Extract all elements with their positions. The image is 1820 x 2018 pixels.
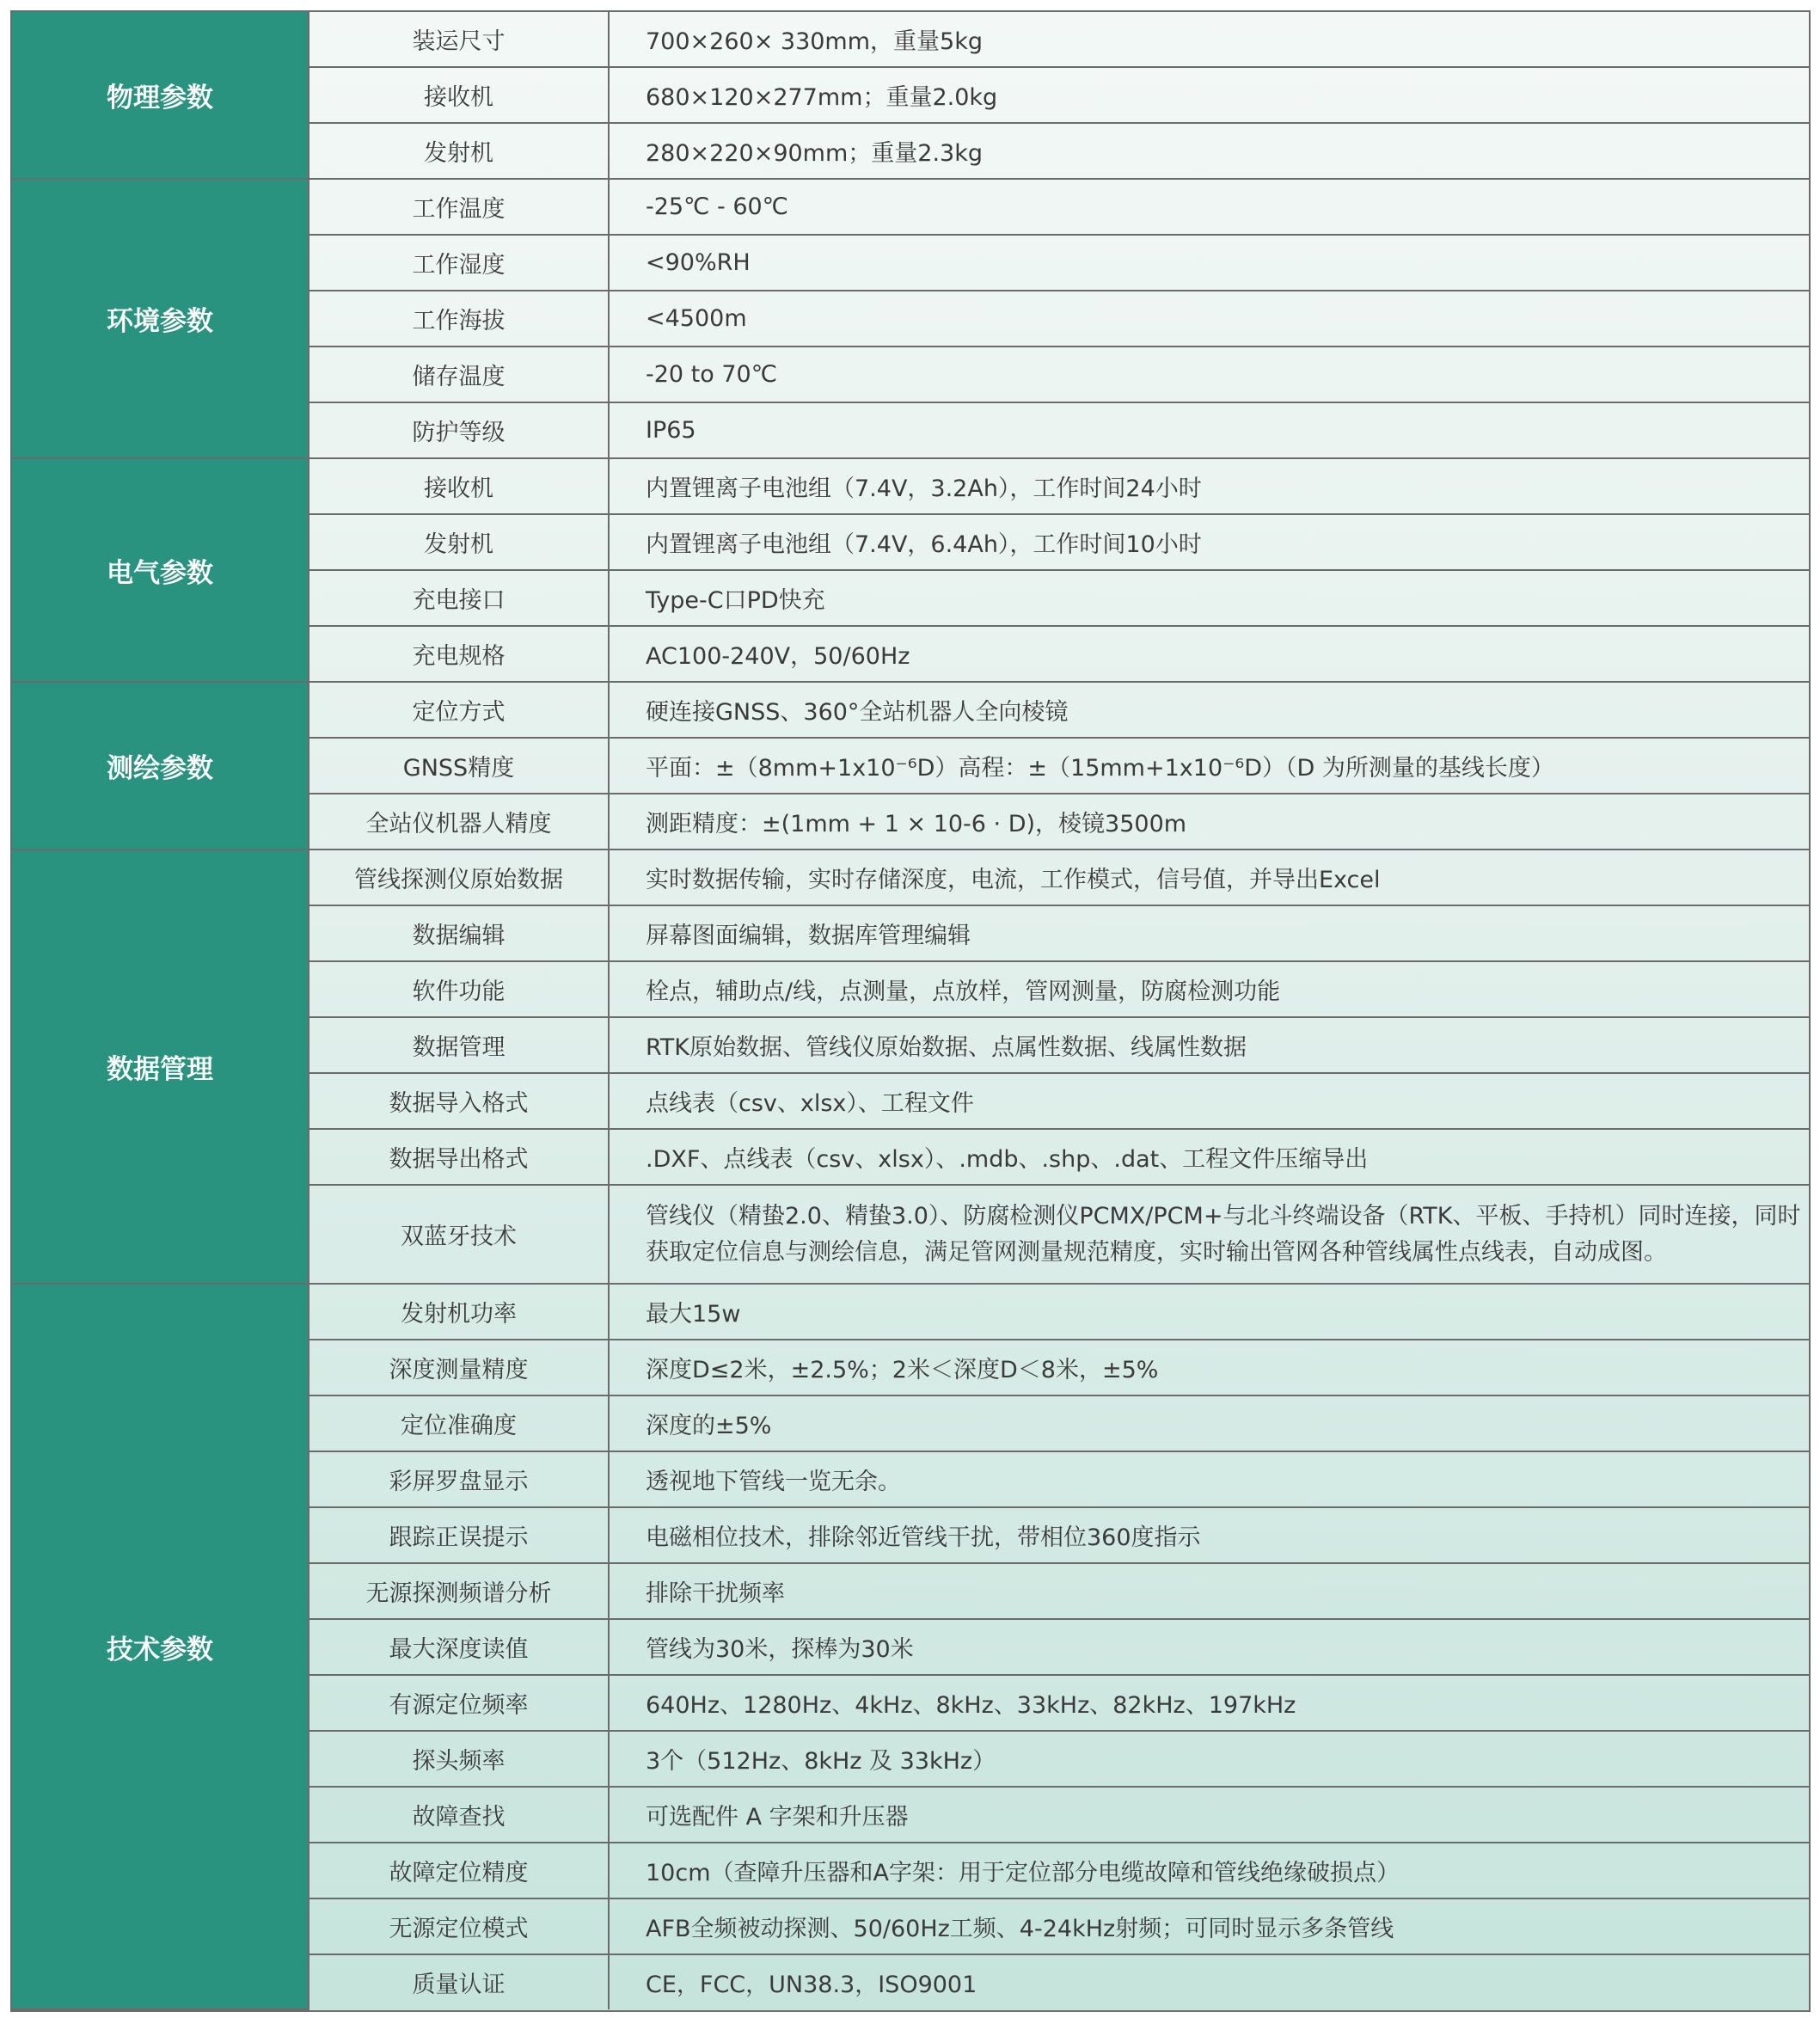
param-name-cell: 跟踪正误提示 [309,1507,609,1563]
param-value-cell: Type-C口PD快充 [609,570,1809,626]
param-name-cell: 质量认证 [309,1954,609,2009]
param-name-cell: 有源定位频率 [309,1675,609,1731]
param-name-cell: 深度测量精度 [309,1340,609,1395]
param-name-cell: 双蓝牙技术 [309,1185,609,1284]
param-value-cell: 内置锂离子电池组（7.4V，6.4Ah），工作时间10小时 [609,514,1809,570]
param-value-cell: 栓点，辅助点/线，点测量，点放样，管网测量，防腐检测功能 [609,961,1809,1017]
param-name-cell: 数据管理 [309,1017,609,1073]
param-value-cell: 深度D≤2米，±2.5%；2米＜深度D＜8米，±5% [609,1340,1809,1395]
group-header: 技术参数 [12,1284,309,2009]
param-value-cell: 测距精度：±(1mm + 1 × 10-6 · D)，棱镜3500m [609,794,1809,850]
param-name-cell: 管线探测仪原始数据 [309,850,609,905]
param-value-cell: AC100-240V，50/60Hz [609,626,1809,682]
spec-sheet [10,10,1811,2012]
param-name-cell: 接收机 [309,67,609,123]
param-name-cell: 软件功能 [309,961,609,1017]
param-name-cell: 储存温度 [309,347,609,402]
spec-table [12,12,1809,2010]
group-header: 测绘参数 [12,682,309,850]
param-value-cell: 排除干扰频率 [609,1563,1809,1619]
param-name-cell: 发射机 [309,514,609,570]
param-value-cell: 3个（512Hz、8kHz 及 33kHz） [609,1731,1809,1787]
param-value-cell: 10cm（查障升压器和A字架：用于定位部分电缆故障和管线绝缘破损点） [609,1843,1809,1898]
table-row [12,458,1809,514]
group-header: 数据管理 [12,850,309,1284]
param-name-cell: 充电接口 [309,570,609,626]
param-value-cell: 280×220×90mm；重量2.3kg [609,123,1809,179]
param-name-cell: 数据导出格式 [309,1129,609,1185]
param-name-cell: 故障定位精度 [309,1843,609,1898]
spec-table-body [12,12,1809,2009]
group-header: 物理参数 [12,12,309,179]
param-name-cell: 充电规格 [309,626,609,682]
param-value-cell: 点线表（csv、xlsx）、工程文件 [609,1073,1809,1129]
param-value-cell: RTK原始数据、管线仪原始数据、点属性数据、线属性数据 [609,1017,1809,1073]
param-name-cell: 防护等级 [309,402,609,458]
table-row [12,179,1809,235]
group-header: 环境参数 [12,179,309,458]
param-value-cell: 680×120×277mm；重量2.0kg [609,67,1809,123]
param-name-cell: 彩屏罗盘显示 [309,1451,609,1507]
param-value-cell: 硬连接GNSS、360°全站机器人全向棱镜 [609,682,1809,738]
param-name-cell: 无源定位模式 [309,1898,609,1954]
param-value-cell: <90%RH [609,235,1809,291]
group-header: 电气参数 [12,458,309,682]
param-name-cell: 数据编辑 [309,905,609,961]
param-name-cell: 接收机 [309,458,609,514]
param-value-cell: 深度的±5% [609,1395,1809,1451]
param-name-cell: 无源探测频谱分析 [309,1563,609,1619]
param-name-cell: 工作湿度 [309,235,609,291]
param-value-cell: AFB全频被动探测、50/60Hz工频、4-24kHz射频；可同时显示多条管线 [609,1898,1809,1954]
param-value-cell: 透视地下管线一览无余。 [609,1451,1809,1507]
table-row [12,682,1809,738]
param-name-cell: 定位准确度 [309,1395,609,1451]
param-value-cell: 屏幕图面编辑，数据库管理编辑 [609,905,1809,961]
table-row [12,12,1809,67]
param-value-cell: 700×260× 330mm，重量5kg [609,12,1809,67]
param-name-cell: 探头频率 [309,1731,609,1787]
param-value-cell: 内置锂离子电池组（7.4V，3.2Ah），工作时间24小时 [609,458,1809,514]
param-name-cell: 发射机 [309,123,609,179]
param-name-cell: 数据导入格式 [309,1073,609,1129]
param-name-cell: 定位方式 [309,682,609,738]
table-row [12,1284,1809,1340]
param-value-cell: .DXF、点线表（csv、xlsx）、.mdb、.shp、.dat、工程文件压缩导出 [609,1129,1809,1185]
param-name-cell: 最大深度读值 [309,1619,609,1675]
param-value-cell: 电磁相位技术，排除邻近管线干扰，带相位360度指示 [609,1507,1809,1563]
param-name-cell: 全站仪机器人精度 [309,794,609,850]
param-value-cell: CE，FCC，UN38.3，ISO9001 [609,1954,1809,2009]
param-name-cell: 故障查找 [309,1787,609,1843]
param-name-cell: GNSS精度 [309,738,609,794]
param-name-cell: 工作温度 [309,179,609,235]
param-name-cell: 装运尺寸 [309,12,609,67]
param-value-cell: 平面：±（8mm+1x10⁻⁶D）高程：±（15mm+1x10⁻⁶D）（D 为所测量的基线长度） [609,738,1809,794]
param-name-cell: 发射机功率 [309,1284,609,1340]
param-value-cell: 实时数据传输，实时存储深度，电流，工作模式，信号值，并导出Excel [609,850,1809,905]
param-value-cell: -25℃ - 60℃ [609,179,1809,235]
param-value-cell: 640Hz、1280Hz、4kHz、8kHz、33kHz、82kHz、197kHz [609,1675,1809,1731]
param-value-cell: 管线仪（精蛰2.0、精蛰3.0）、防腐检测仪PCMX/PCM+与北斗终端设备（RTK、平板、手持机）同时连接，同时获取定位信息与测绘信息，满足管网测量规范精度，实时输出管网各种管线属性点线表，自动成图。 [609,1185,1809,1284]
param-value-cell: <4500m [609,291,1809,347]
param-value-cell: 可选配件 A 字架和升压器 [609,1787,1809,1843]
param-value-cell: 最大15w [609,1284,1809,1340]
param-value-cell: -20 to 70℃ [609,347,1809,402]
param-value-cell: IP65 [609,402,1809,458]
param-name-cell: 工作海拔 [309,291,609,347]
table-row [12,850,1809,905]
param-value-cell: 管线为30米，探棒为30米 [609,1619,1809,1675]
